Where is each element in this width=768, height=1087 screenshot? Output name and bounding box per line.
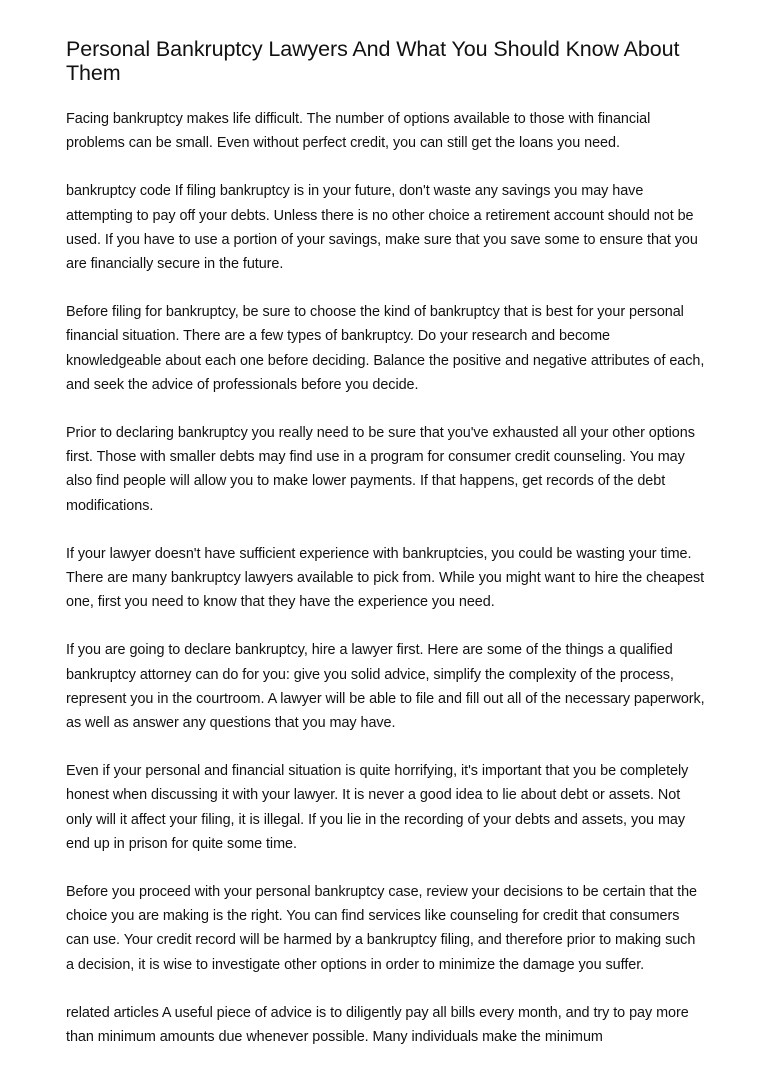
paragraph-2: bankruptcy code If filing bankruptcy is in your future, don't waste any savings you may have attempting to pay off your debts. Unless there is no other choice a retirement account should not be used. If you have to use a portion of your savings, make sure that you save some to ensure that you are financially secure in the future. bbox=[66, 183, 698, 273]
document-page bbox=[66, 37, 706, 1073]
paragraph-7: Even if your personal and financial situation is quite horrifying, it's important that you be completely honest when discussing it with your lawyer. It is never a good idea to lie about debt or assets. Not only will it affect your filing, it is illegal. If you lie in the recording of your debts and assets, you may end up in prison for quite some time. bbox=[66, 763, 689, 852]
paragraph-4: Prior to declaring bankruptcy you really need to be sure that you've exhausted all your other options first. Those with smaller debts may find use in a program for consumer credit counseling. You may also find people will allow you to make lower payments. If that happens, get records of the debt modifications. bbox=[66, 425, 695, 514]
paragraph-6: If you are going to declare bankruptcy, hire a lawyer first. Here are some of the things a qualified bankruptcy attorney can do for you: give you solid advice, simplify the complexity of the process, represent you in the courtroom. A lawyer will be able to file and fill out all of the necessary paperwork, as well as answer any questions that you may have. bbox=[66, 642, 705, 732]
paragraph-3: Before filing for bankruptcy, be sure to choose the kind of bankruptcy that is best for your personal financial situation. There are a few types of bankruptcy. Do your research and become knowledgeable about each one before deciding. Balance the positive and negative attributes of each, and seek the advice of professionals before you decide. bbox=[66, 304, 705, 393]
document-title: Personal Bankruptcy Lawyers And What You Should Know About Them bbox=[66, 37, 680, 85]
paragraph-8: Before you proceed with your personal bankruptcy case, review your decisions to be certain that the choice you are making is the right. You can find services like counseling for credit that consumers can use. Your credit record will be harmed by a bankruptcy filing, and therefore prior to making such a decision, it is wise to investigate other options in order to minimize the damage you suffer. bbox=[66, 884, 697, 973]
paragraph-1: Facing bankruptcy makes life difficult. The number of options available to those with financial problems can be small. Even without perfect credit, you can still get the loans you need. bbox=[66, 111, 651, 152]
paragraph-9: related articles A useful piece of advice is to diligently pay all bills every month, and try to pay more than minimum amounts due whenever possible. Many individuals make the minimum bbox=[66, 1004, 689, 1046]
paragraph-5: If your lawyer doesn't have sufficient experience with bankruptcies, you could be wasting your time. There are many bankruptcy lawyers available to pick from. While you might want to hire the cheapest one, first you need to know that they have the experience you need. bbox=[66, 545, 705, 611]
document-body bbox=[66, 107, 706, 1049]
